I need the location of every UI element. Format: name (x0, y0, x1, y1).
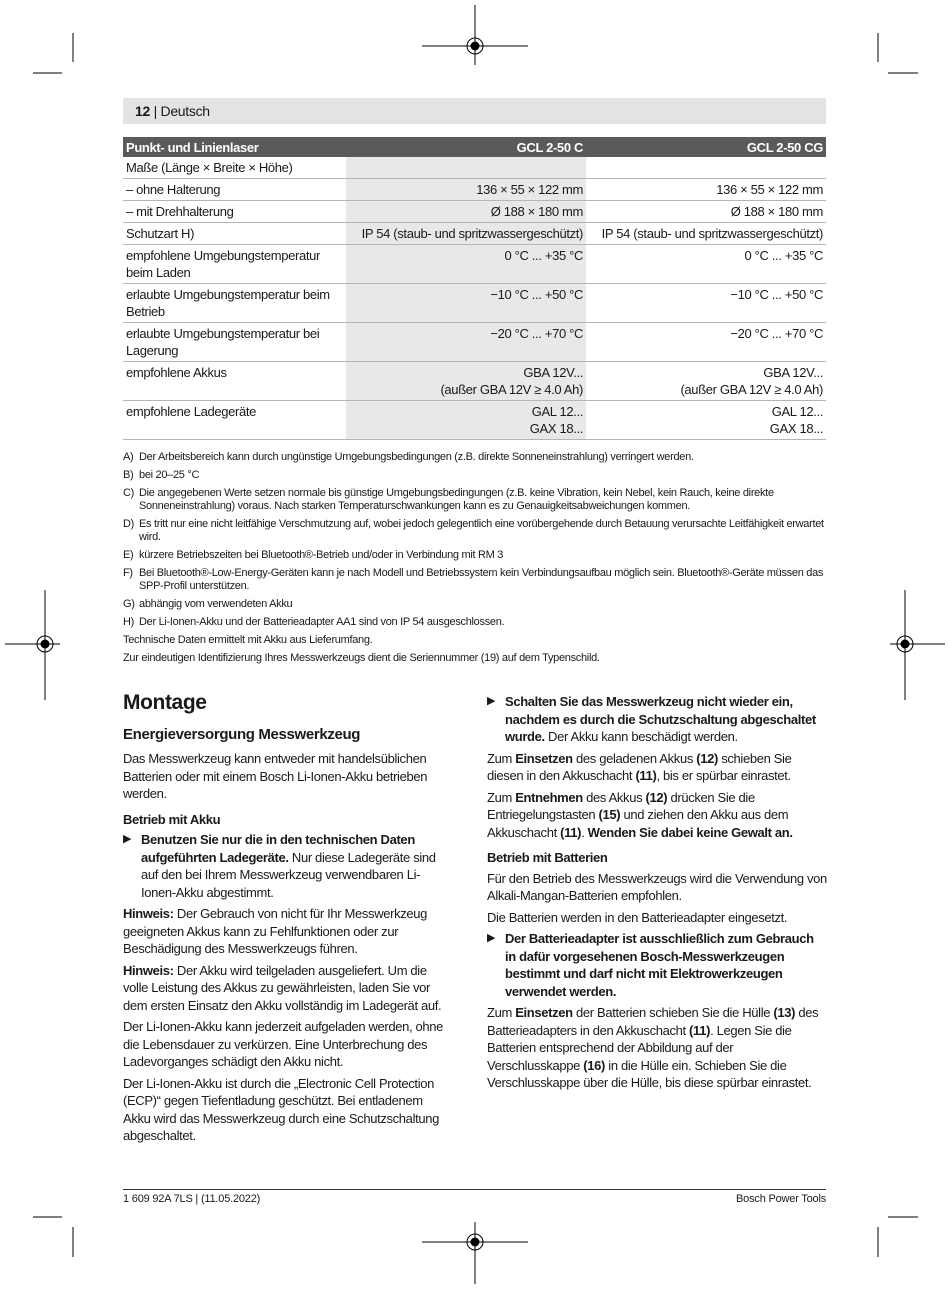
text-segment: schieben Sie diesen in den Akkuschacht (487, 750, 792, 783)
table-cell: – mit Drehhalterung (123, 201, 346, 223)
table-cell: −10 °C ... +50 °C (586, 284, 826, 323)
table-cell: empfohlene Akkus (123, 362, 346, 401)
footnote (123, 616, 828, 629)
text-segment: Hinweis: (123, 906, 174, 921)
table-row (123, 284, 826, 323)
footnote-key: F) (123, 567, 133, 579)
bullet-item (487, 693, 827, 750)
table-cell: 136 × 55 × 122 mm (346, 179, 586, 201)
column-header: GCL 2-50 CG (586, 137, 826, 157)
footnote-text: Die angegebenen Werte setzen normale bis günstige Umgebungsbedingungen (z.B. keine Vibration, kein Nebel, kein Rauch, keine direkte Sonneneinstrahlung) voraus. Nach starken Temperaturschwankungen kann es zu Genauigkeitsabweichungen kommen. (139, 487, 774, 512)
text-segment: Die Batterien werden in den Batterieadapter eingesetzt. (487, 909, 788, 925)
right-column (487, 693, 827, 1096)
text-segment: drücken Sie die Entriegelungstasten (487, 789, 755, 822)
table-row (123, 401, 826, 440)
text-segment: der Batterien schieben Sie die Hülle (572, 1005, 774, 1020)
text-segment: Wenden Sie dabei keine Gewalt an. (587, 824, 793, 840)
table-cell: GBA 12V... (außer GBA 12V ≥ 4.0 Ah) (346, 362, 586, 401)
text-segment: (12) (696, 750, 718, 766)
footnote-key: D) (123, 518, 135, 530)
paragraph (123, 962, 449, 1015)
text-segment: , bis er spürbar einrastet. (656, 768, 791, 783)
table-row (123, 157, 826, 179)
table-cell: 0 °C ... +35 °C (346, 245, 586, 284)
text-segment: des geladenen Akkus (572, 750, 697, 766)
table-row (123, 362, 826, 401)
table-header-row (123, 137, 826, 157)
text-segment: (11) (560, 824, 582, 840)
text-segment: (15) (598, 807, 621, 822)
text-segment: Betrieb mit Batterien (487, 850, 608, 865)
footnote-text: Bei Bluetooth®-Low-Energy-Geräten kann je nach Modell und Betriebssystem kein Verbindungsaufbau möglich sein. Bluetooth®-Geräte müssen das SPP-Profil unterstützen. (139, 567, 824, 592)
footnote (123, 518, 828, 544)
footnote (123, 469, 828, 482)
paragraph (487, 789, 827, 842)
table-cell (346, 157, 586, 179)
bullet-item (487, 930, 827, 1004)
table-cell: empfohlene Umgebungstemperatur beim Laden (123, 245, 346, 284)
note-text: Zur eindeutigen Identifizierung Ihres Messwerkzeugs dient die Seriennummer (19) auf dem Typenschild. (123, 652, 600, 664)
table-row (123, 223, 826, 245)
text-segment: Betrieb mit Akku (123, 811, 221, 827)
table-cell: – ohne Halterung (123, 179, 346, 201)
text-segment: Zum (487, 750, 516, 766)
text-segment: Der Li-Ionen-Akku kann jederzeit aufgeladen werden, ohne die Lebensdauer zu verkürzen. Eine Unterbrechung des Ladevorganges schädigt den Akku nicht. (123, 1019, 444, 1069)
text-segment: des Akkus (582, 789, 646, 805)
text-segment: Zum (487, 789, 516, 805)
footnote-key: C) (123, 487, 135, 499)
heading (123, 726, 449, 744)
text-segment: Der Akku wird teilgeladen ausgeliefert. Um die volle Leistung des Akkus zu gewährleisten, laden Sie vor dem ersten Einsatz den Akku vollständig im Ladegerät auf. (123, 962, 442, 1013)
table-cell: Ø 188 × 180 mm (586, 201, 826, 223)
doc-number: 1 609 92A 7LS | (11.05.2022) (123, 1193, 261, 1205)
table-cell: erlaubte Umgebungstemperatur beim Betrieb (123, 284, 346, 323)
bullet-text (505, 930, 827, 1000)
text-segment: Hinweis: (123, 962, 174, 978)
triangle-bullet-icon: ▶ (487, 932, 496, 944)
brand: Bosch Power Tools (736, 1193, 826, 1205)
footnote-key: H) (123, 616, 135, 628)
page-header: 12 | Deutsch (123, 98, 826, 124)
triangle-bullet-icon: ▶ (123, 833, 132, 845)
triangle-bullet-icon: ▶ (487, 695, 496, 707)
language: Deutsch (160, 103, 210, 119)
paragraph (487, 750, 827, 785)
table-row (123, 245, 826, 284)
footnote (123, 598, 828, 611)
text-segment: Der Gebrauch von nicht für Ihr Messwerkzeug geeigneten Akkus kann zu Fehlfunktionen oder zur Beschädigung des Messwerkzeugs führen. (123, 906, 428, 956)
heading (123, 691, 449, 714)
paragraph (487, 870, 827, 905)
table-cell: 136 × 55 × 122 mm (586, 179, 826, 201)
table-cell: −10 °C ... +50 °C (346, 284, 586, 323)
text-segment: Der Li-Ionen-Akku ist durch die „Electronic Cell Protection (ECP)“ gegen Tiefentladung geschützt. Bei entladenem Akku wird das Messwerkzeug durch eine Schutzschaltung abgeschaltet. (123, 1075, 440, 1143)
text-segment: Energieversorgung Messwerkzeug (123, 725, 361, 743)
table-cell: −20 °C ... +70 °C (346, 323, 586, 362)
table-cell: IP 54 (staub- und spritzwassergeschützt) (346, 223, 586, 245)
text-segment: Einsetzen (515, 1005, 573, 1020)
registration-mark-bottom (422, 1222, 528, 1284)
text-segment: Entnehmen (515, 789, 583, 805)
text-segment: (13) (773, 1005, 796, 1020)
text-segment: Nur diese Ladegeräte sind auf den bei Ihrem Messwerkzeug verwendbaren Li-Ionen-Akku abgestimmt. (141, 849, 436, 900)
text-segment: (12) (645, 789, 668, 805)
bullet-item (123, 831, 449, 905)
paragraph (123, 750, 449, 803)
footnote (123, 451, 828, 464)
text-segment: Der Batterieadapter ist ausschließlich zum Gebrauch in dafür vorgesehenen Bosch-Messwerkzeugen bestimmt und darf nicht mit Elektrowerkzeugen verwendet werden. (505, 931, 814, 999)
table-cell: Ø 188 × 180 mm (346, 201, 586, 223)
page-number: 12 (135, 103, 150, 119)
text-segment: und ziehen den Akku aus dem Akkuschacht (487, 807, 789, 840)
registration-mark-top (422, 5, 528, 65)
table-row (123, 323, 826, 362)
footnote (123, 549, 828, 562)
table-cell: erlaubte Umgebungstemperatur bei Lagerung (123, 323, 346, 362)
text-segment: (11) (635, 768, 657, 783)
footnote-key: E) (123, 549, 134, 561)
heading (123, 811, 449, 829)
text-segment: in die Hülle ein. Schieben Sie die Verschlusskappe über die Hülle, bis diese spürbar einrastet. (487, 1057, 812, 1090)
text-segment: Zum (487, 1005, 516, 1020)
bullet-text (505, 693, 827, 746)
heading (487, 849, 827, 867)
footnote-key: B) (123, 469, 134, 481)
table-cell: Schutzart H) (123, 223, 346, 245)
left-column (123, 691, 449, 1149)
text-segment: . (581, 824, 588, 840)
page-footer (123, 1189, 826, 1205)
note-text: Technische Daten ermittelt mit Akku aus Lieferumfang. (123, 634, 373, 646)
footnote-text: Der Arbeitsbereich kann durch ungünstige Umgebungsbedingungen (z.B. direkte Sonneneinstrahlung) verringert werden. (139, 451, 694, 463)
column-header: GCL 2-50 C (346, 137, 586, 157)
table-cell (586, 157, 826, 179)
paragraph (123, 1075, 449, 1145)
text-segment: (16) (583, 1057, 606, 1073)
footnote-text: Der Li-Ionen-Akku und der Batterieadapter AA1 sind von IP 54 ausgeschlossen. (139, 616, 505, 628)
paragraph (487, 1004, 827, 1092)
footnote-text: kürzere Betriebszeiten bei Bluetooth®-Betrieb und/oder in Verbindung mit RM 3 (139, 549, 504, 561)
table-row (123, 201, 826, 223)
paragraph (487, 909, 827, 927)
footnote-text: Es tritt nur eine nicht leitfähige Verschmutzung auf, wobei jedoch gelegentlich eine vorübergehende durch Betauung verursachte Leitfähigkeit erwartet wird. (139, 518, 824, 543)
footnote-text: abhängig vom verwendeten Akku (139, 598, 293, 610)
paragraph (123, 1018, 449, 1071)
footnotes (123, 451, 828, 670)
bullet-text (141, 831, 449, 901)
footnote (123, 487, 828, 513)
text-segment: Benutzen Sie nur die in den technischen Daten aufgeführten Ladegeräte. (141, 832, 415, 865)
text-segment: Der Akku kann beschädigt werden. (544, 729, 738, 744)
registration-mark-right (890, 590, 945, 700)
text-segment: . Legen Sie die Batterien entsprechend der Abbildung auf der Verschlusskappe (487, 1022, 792, 1073)
spec-table (123, 137, 826, 440)
table-cell: −20 °C ... +70 °C (586, 323, 826, 362)
footnote-key: A) (123, 451, 134, 463)
text-segment: Das Messwerkzeug kann entweder mit handelsüblichen Batterien oder mit einem Bosch Li-Ionen-Akku betrieben werden. (123, 751, 428, 801)
text-segment: des Batterieadapters in den Akkuschacht (487, 1005, 819, 1038)
footnote-key: G) (123, 598, 135, 610)
table-cell: Maße (Länge × Breite × Höhe) (123, 157, 346, 179)
table-cell: GBA 12V... (außer GBA 12V ≥ 4.0 Ah) (586, 362, 826, 401)
text-segment: Für den Betrieb des Messwerkzeugs wird die Verwendung von Alkali-Mangan-Batterien empfohlen. (487, 870, 827, 903)
text-segment: Schalten Sie das Messwerkzeug nicht wieder ein, nachdem es durch die Schutzschaltung abgeschaltet wurde. (505, 694, 816, 744)
text-segment: Einsetzen (515, 750, 573, 766)
text-segment: (11) (689, 1022, 711, 1038)
footnote-text: bei 20–25 °C (139, 469, 200, 481)
table-cell: empfohlene Ladegeräte (123, 401, 346, 440)
table-cell: 0 °C ... +35 °C (586, 245, 826, 284)
table-row (123, 179, 826, 201)
table-cell: IP 54 (staub- und spritzwassergeschützt) (586, 223, 826, 245)
text-segment: Montage (123, 691, 207, 714)
paragraph (123, 905, 449, 958)
registration-mark-left (5, 590, 60, 700)
column-header: Punkt- und Linienlaser (123, 137, 346, 157)
table-cell: GAL 12... GAX 18... (346, 401, 586, 440)
footnote (123, 567, 828, 593)
table-cell: GAL 12... GAX 18... (586, 401, 826, 440)
